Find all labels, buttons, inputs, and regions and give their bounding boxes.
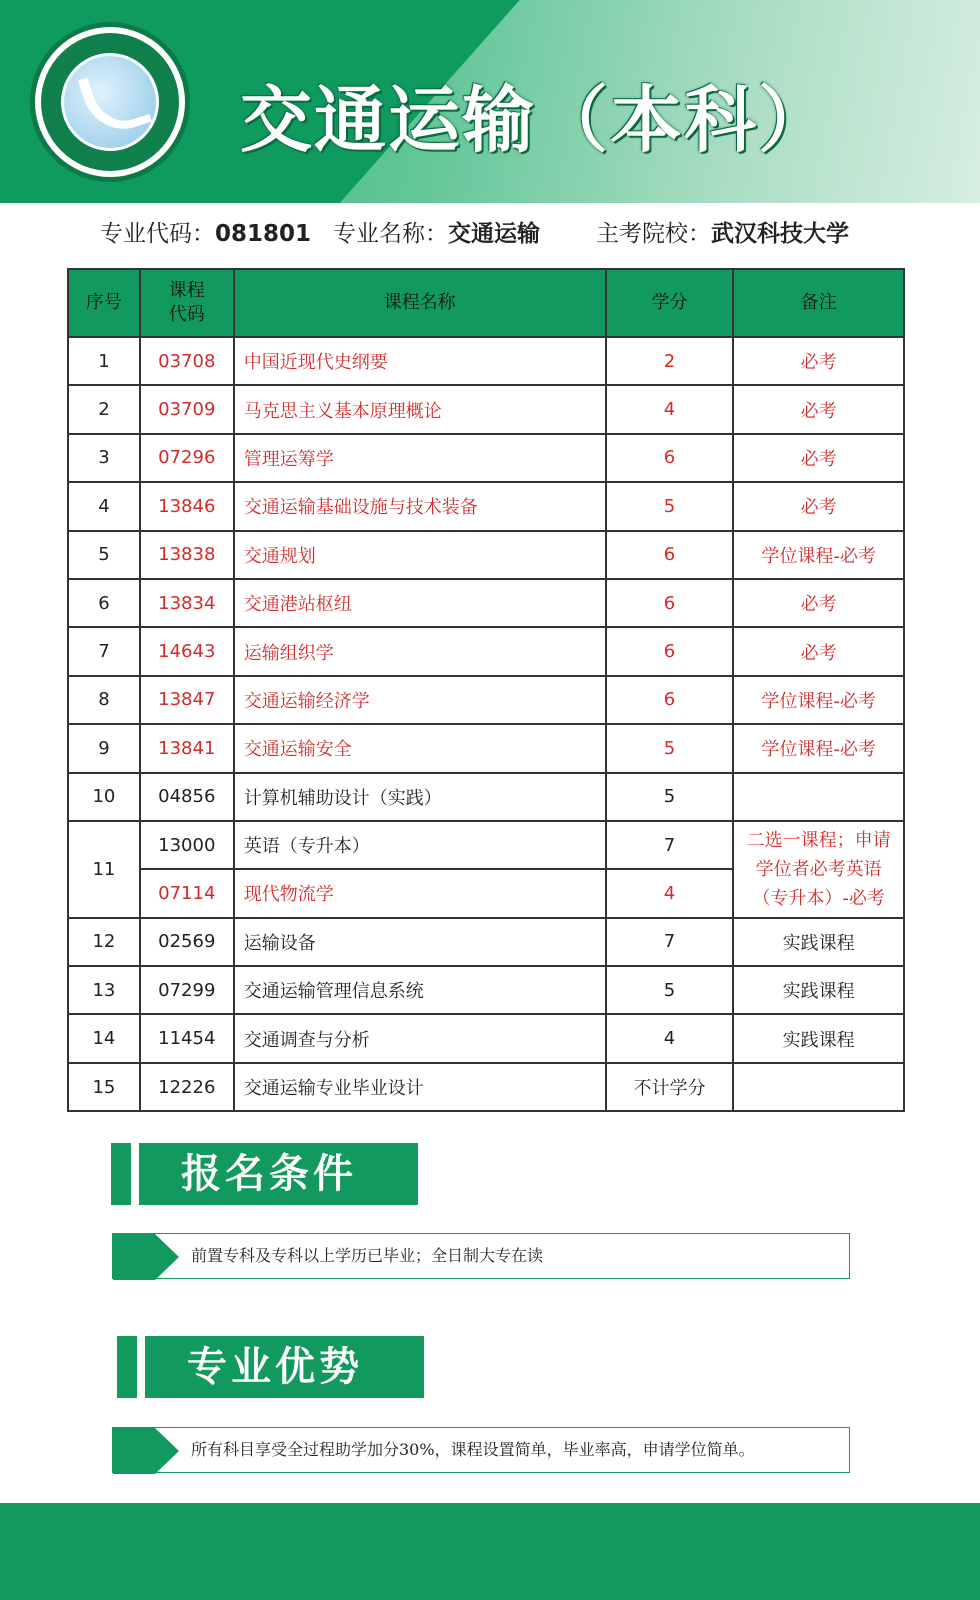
header-code: [140, 269, 234, 337]
cell-name: 现代物流学: [234, 869, 606, 917]
cell-note-elective: 二选一课程；申请学位者必考英语（专升本）-必考: [733, 821, 904, 918]
logo-emblem-icon: [61, 53, 159, 151]
table-row: [68, 676, 904, 724]
cell-credit: 不计学分: [606, 1063, 734, 1111]
cell-note: 必考: [733, 385, 904, 433]
cell-code: 04856: [140, 773, 234, 821]
cell-name: 运输设备: [234, 918, 606, 966]
table-row: [68, 918, 904, 966]
cell-name: 计算机辅助设计（实践）: [234, 773, 606, 821]
cell-note: 必考: [733, 579, 904, 627]
cell-code: 13847: [140, 676, 234, 724]
cell-name: 交通调查与分析: [234, 1014, 606, 1062]
cell-note: 实践课程: [733, 918, 904, 966]
cell-no: 13: [68, 966, 140, 1014]
cell-name: 交通运输经济学: [234, 676, 606, 724]
cell-name: 马克思主义基本原理概论: [234, 385, 606, 433]
cell-credit: 2: [606, 337, 734, 385]
cell-code: 07299: [140, 966, 234, 1014]
advantage-note-text: 所有科目享受全过程助学加分30%，课程设置简单，毕业率高，申请学位简单。: [191, 1440, 755, 1459]
table-row: [68, 579, 904, 627]
cell-name: 运输组织学: [234, 627, 606, 675]
cell-name: 英语（专升本）: [234, 821, 606, 869]
cell-no: 10: [68, 773, 140, 821]
cell-code: 13838: [140, 531, 234, 579]
cell-credit: 6: [606, 579, 734, 627]
cell-note: 实践课程: [733, 1014, 904, 1062]
cell-name: 交通运输基础设施与技术装备: [234, 482, 606, 530]
cell-credit: 5: [606, 773, 734, 821]
header-code-text: 课程代码: [168, 280, 205, 325]
table-row: [68, 724, 904, 772]
major-name-value: 交通运输: [448, 221, 540, 247]
cell-no: 1: [68, 337, 140, 385]
cell-code: 03709: [140, 385, 234, 433]
cell-code: 03708: [140, 337, 234, 385]
cell-no: 5: [68, 531, 140, 579]
cell-code: 14643: [140, 627, 234, 675]
cell-note: 必考: [733, 482, 904, 530]
cell-code: 13000: [140, 821, 234, 869]
cell-name: 交通港站枢纽: [234, 579, 606, 627]
cell-credit: 5: [606, 724, 734, 772]
table-row: [68, 821, 904, 869]
section-accent-bar: [111, 1143, 131, 1205]
cell-credit: 4: [606, 385, 734, 433]
cell-name: 交通运输专业毕业设计: [234, 1063, 606, 1111]
exam-school-value: 武汉科技大学: [711, 221, 849, 247]
cell-code: 02569: [140, 918, 234, 966]
arrow-right-icon: [113, 1428, 179, 1474]
cell-code: 07296: [140, 434, 234, 482]
major-code: [100, 215, 311, 248]
table-row: [68, 627, 904, 675]
table-row: [68, 1014, 904, 1062]
cell-credit: 6: [606, 531, 734, 579]
cell-note: [733, 1063, 904, 1111]
header-banner: [0, 0, 980, 203]
arrow-right-icon: [113, 1234, 179, 1280]
table-row: [68, 531, 904, 579]
cell-no: 11: [68, 821, 140, 918]
cell-credit: 4: [606, 1014, 734, 1062]
table-row: [68, 1063, 904, 1111]
page-title: 交通运输（本科）: [240, 78, 833, 162]
cell-note: 必考: [733, 337, 904, 385]
exam-school-label: 主考院校：: [596, 221, 711, 247]
enroll-section-title: 报名条件: [139, 1143, 418, 1205]
cell-no: 7: [68, 627, 140, 675]
cell-no: 15: [68, 1063, 140, 1111]
advantage-section-title: 专业优势: [145, 1336, 424, 1398]
cell-note: 学位课程-必考: [733, 724, 904, 772]
major-name-label: 专业名称：: [333, 221, 448, 247]
exam-school: [596, 215, 849, 248]
cell-credit: 5: [606, 482, 734, 530]
header-credit: 学分: [606, 269, 734, 337]
major-code-value: 081801: [215, 221, 312, 247]
cell-note: 学位课程-必考: [733, 676, 904, 724]
cell-credit: 6: [606, 434, 734, 482]
cell-credit: 5: [606, 966, 734, 1014]
table-row: [68, 482, 904, 530]
table-row: [68, 434, 904, 482]
enroll-note: [112, 1233, 850, 1279]
cell-name: 交通运输安全: [234, 724, 606, 772]
cell-credit: 7: [606, 821, 734, 869]
cell-credit: 7: [606, 918, 734, 966]
cell-note: [733, 773, 904, 821]
cell-name: 交通运输管理信息系统: [234, 966, 606, 1014]
cell-code: 11454: [140, 1014, 234, 1062]
cell-code: 13841: [140, 724, 234, 772]
table-header-row: [68, 269, 904, 337]
cell-no: 9: [68, 724, 140, 772]
cell-code: 07114: [140, 869, 234, 917]
header-name: 课程名称: [234, 269, 606, 337]
cell-no: 12: [68, 918, 140, 966]
course-table: [67, 268, 905, 1112]
cell-no: 3: [68, 434, 140, 482]
cell-code: 12226: [140, 1063, 234, 1111]
table-row: [68, 966, 904, 1014]
table-row: [68, 385, 904, 433]
cell-name: 管理运筹学: [234, 434, 606, 482]
cell-code: 13846: [140, 482, 234, 530]
cell-note: 必考: [733, 434, 904, 482]
enroll-note-text: 前置专科及专科以上学历已毕业；全日制大专在读: [191, 1246, 544, 1265]
major-code-label: 专业代码：: [100, 221, 215, 247]
cell-no: 8: [68, 676, 140, 724]
cell-note: 学位课程-必考: [733, 531, 904, 579]
cell-note: 必考: [733, 627, 904, 675]
cell-credit: 6: [606, 627, 734, 675]
header-no: 序号: [68, 269, 140, 337]
cell-no: 14: [68, 1014, 140, 1062]
cell-credit: 4: [606, 869, 734, 917]
cell-no: 2: [68, 385, 140, 433]
cell-no: 4: [68, 482, 140, 530]
university-logo: [30, 22, 190, 182]
cell-name: 中国近现代史纲要: [234, 337, 606, 385]
cell-credit: 6: [606, 676, 734, 724]
cell-code: 13834: [140, 579, 234, 627]
section-accent-bar: [117, 1336, 137, 1398]
cell-note: 实践课程: [733, 966, 904, 1014]
major-name: [333, 215, 540, 248]
table-row: [68, 773, 904, 821]
cell-no: 6: [68, 579, 140, 627]
advantage-note: [112, 1427, 850, 1473]
footer-bar: [0, 1503, 980, 1600]
logo-swirl: [78, 63, 152, 140]
cell-name: 交通规划: [234, 531, 606, 579]
header-note: 备注: [733, 269, 904, 337]
table-row: [68, 337, 904, 385]
